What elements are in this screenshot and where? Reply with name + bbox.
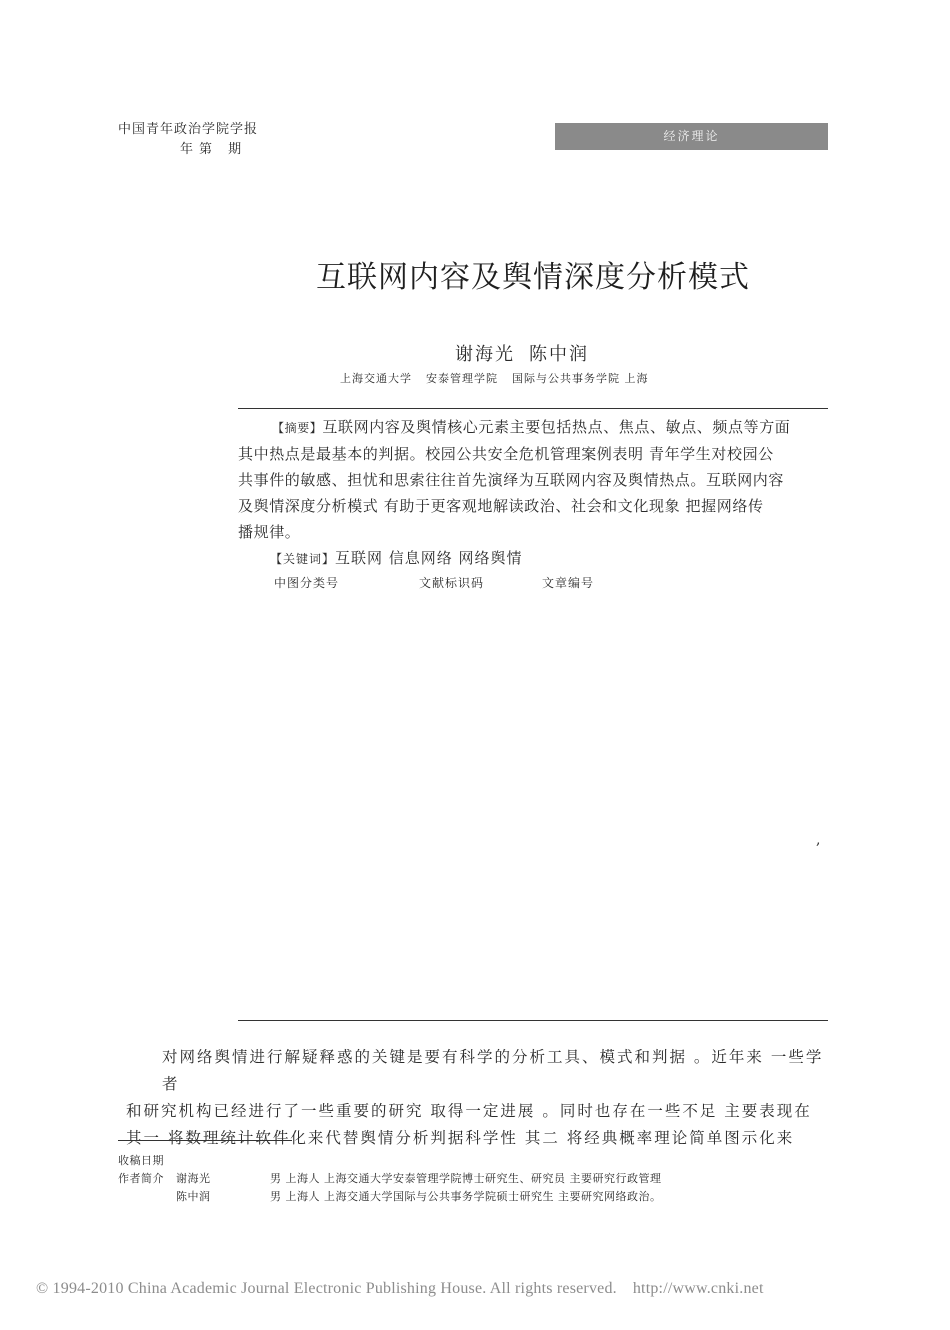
bio-row-2 <box>118 1188 662 1206</box>
body-line-1: 对网络舆情进行解疑释惑的关键是要有科学的分析工具、模式和判据 。近年来 一些学者 <box>162 1048 824 1093</box>
body-line-3: 其一 将数理统计软件化来代替舆情分析判据科学性 其二 将经典概率理论简单图示化来 <box>126 1129 795 1147</box>
affiliation-3: 国际与公共事务学院 上海 <box>512 372 649 385</box>
journal-header <box>118 120 258 160</box>
bio-label: 作者简介 <box>118 1172 164 1185</box>
journal-name: 中国青年政治学院学报 <box>118 122 259 137</box>
author-list <box>455 340 589 366</box>
body-text <box>126 1044 836 1152</box>
affiliation-1: 上海交通大学 <box>340 372 412 385</box>
abstract-line-1-text: 互联网内容及舆情核心元素主要包括热点、焦点、敏点、频点等方面 <box>322 418 791 436</box>
article-title <box>0 252 950 296</box>
author-2: 陈中润 <box>529 344 589 365</box>
copyright-text: © 1994-2010 China Academic Journal Electronic Publishing House. All rights reserved. <box>36 1280 617 1297</box>
abstract-line-4: 及舆情深度分析模式 有助于更客观地解读政治、社会和文化现象 把握网络传 <box>238 497 764 515</box>
affiliation-2: 安泰管理学院 <box>426 372 498 385</box>
footnotes <box>118 1152 662 1206</box>
keywords <box>270 547 523 568</box>
abstract-line-3: 共事件的敏感、担忧和思索往往首先演绎为互联网内容及舆情热点。互联网内容 <box>238 471 785 489</box>
body-line-2: 和研究机构已经进行了一些重要的研究 取得一定进展 。同时也存在一些不足 主要表现在 <box>126 1102 812 1120</box>
bio-name-1: 谢海光 <box>176 1172 211 1185</box>
abstract-line-1 <box>238 414 828 441</box>
bio-text-1: 男 上海人 上海交通大学安泰管理学院博士研究生、研究员 主要研究行政管理 <box>270 1172 662 1185</box>
received-date: 收稿日期 <box>118 1154 164 1167</box>
footer-url[interactable]: http://www.cnki.net <box>632 1280 764 1297</box>
classification-line <box>274 574 594 591</box>
footnote-rule <box>118 1140 292 1141</box>
abstract-label: 【摘要】 <box>272 421 323 435</box>
copyright-footer <box>36 1280 764 1298</box>
keywords-label: 【关键词】 <box>270 552 336 566</box>
clc-label: 中图分类号 <box>274 576 340 590</box>
bio-name-2: 陈中润 <box>176 1190 211 1203</box>
author-1: 谢海光 <box>455 344 515 365</box>
bio-text-2: 男 上海人 上海交通大学国际与公共事务学院硕士研究生 主要研究网络政治。 <box>270 1190 662 1203</box>
abstract-bottom-rule <box>238 1020 828 1021</box>
abstract-line-2: 其中热点是最基本的判据。校园公共安全危机管理案例表明 青年学生对校园公 <box>238 445 774 463</box>
keywords-text: 互联网 信息网络 网络舆情 <box>335 549 523 567</box>
affiliation-line <box>340 370 649 386</box>
stray-mark: , <box>816 832 821 848</box>
abstract-top-rule <box>238 408 828 409</box>
abstract-line-5: 播规律。 <box>238 523 301 541</box>
article-title-text: 互联网内容及舆情深度分析模式 <box>316 260 750 295</box>
section-label: 经济理论 <box>555 123 828 150</box>
issue-line: 年第 期 <box>180 142 248 157</box>
bio-row-1 <box>118 1170 662 1188</box>
abstract <box>238 414 828 545</box>
article-no-label: 文章编号 <box>542 576 595 590</box>
doc-code-label: 文献标识码 <box>419 576 485 590</box>
